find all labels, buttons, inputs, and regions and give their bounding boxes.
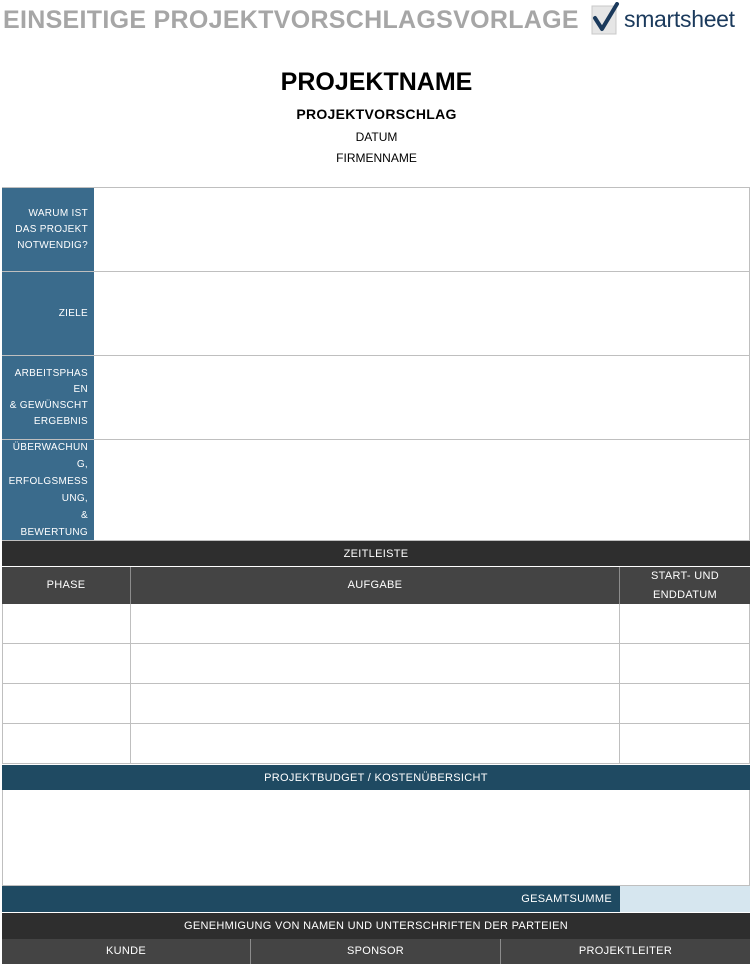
approval-header-sponsor: SPONSOR	[251, 939, 501, 964]
budget-title: PROJEKTBUDGET / KOSTENÜBERSICHT	[2, 765, 750, 790]
document-title: EINSEITIGE PROJEKTVORSCHLAGSVORLAGE	[3, 6, 579, 34]
timeline-header-dates: START- UND ENDDATUM	[620, 567, 750, 604]
company-name[interactable]: FIRMENNAME	[336, 151, 417, 165]
logo-text: smartsheet	[624, 5, 735, 32]
timeline-cell[interactable]	[2, 684, 131, 724]
section-monitoring[interactable]	[2, 440, 750, 541]
section-label-phases: ARBEITSPHAS EN & GEWÜNSCHT ERGEBNIS	[2, 356, 94, 439]
timeline-cell[interactable]	[2, 724, 131, 764]
timeline-cell[interactable]	[2, 644, 131, 684]
section-label-goals: ZIELE	[2, 272, 94, 355]
section-phases[interactable]	[2, 356, 750, 440]
timeline-cell[interactable]	[2, 604, 131, 644]
smartsheet-logo	[590, 2, 735, 36]
timeline-cell[interactable]	[620, 684, 750, 724]
checkmark-icon	[590, 2, 622, 36]
approval-header-lead: PROJEKTLEITER	[501, 939, 750, 964]
section-label-monitoring: ÜBERWACHUN G, ERFOLGSMESS UNG, & BEWERTUNG	[2, 440, 94, 540]
section-goals[interactable]	[2, 272, 750, 356]
timeline-cell[interactable]	[620, 604, 750, 644]
timeline-header-phase: PHASE	[2, 567, 131, 604]
project-name[interactable]: PROJEKTNAME	[280, 68, 473, 96]
timeline-cell[interactable]	[131, 724, 620, 764]
project-date[interactable]: DATUM	[355, 130, 398, 144]
timeline-title: ZEITLEISTE	[2, 541, 750, 566]
section-necessity[interactable]	[2, 187, 750, 272]
project-proposal[interactable]: PROJEKTVORSCHLAG	[296, 106, 457, 122]
timeline-cell[interactable]	[131, 644, 620, 684]
timeline-header-task: AUFGABE	[131, 567, 620, 604]
approval-title: GENEHMIGUNG VON NAMEN UND UNTERSCHRIFTEN DER PARTEIEN	[2, 913, 750, 939]
budget-content[interactable]	[2, 790, 750, 886]
timeline-cell[interactable]	[131, 604, 620, 644]
table-border	[2, 604, 3, 764]
timeline-cell[interactable]	[620, 724, 750, 764]
timeline-cell[interactable]	[620, 644, 750, 684]
budget-total-label: GESAMTSUMME	[2, 886, 620, 912]
section-label-necessity: WARUM IST DAS PROJEKT NOTWENDIG?	[2, 188, 94, 271]
timeline-cell[interactable]	[131, 684, 620, 724]
approval-header-customer: KUNDE	[2, 939, 251, 964]
budget-total-value[interactable]	[620, 886, 750, 912]
